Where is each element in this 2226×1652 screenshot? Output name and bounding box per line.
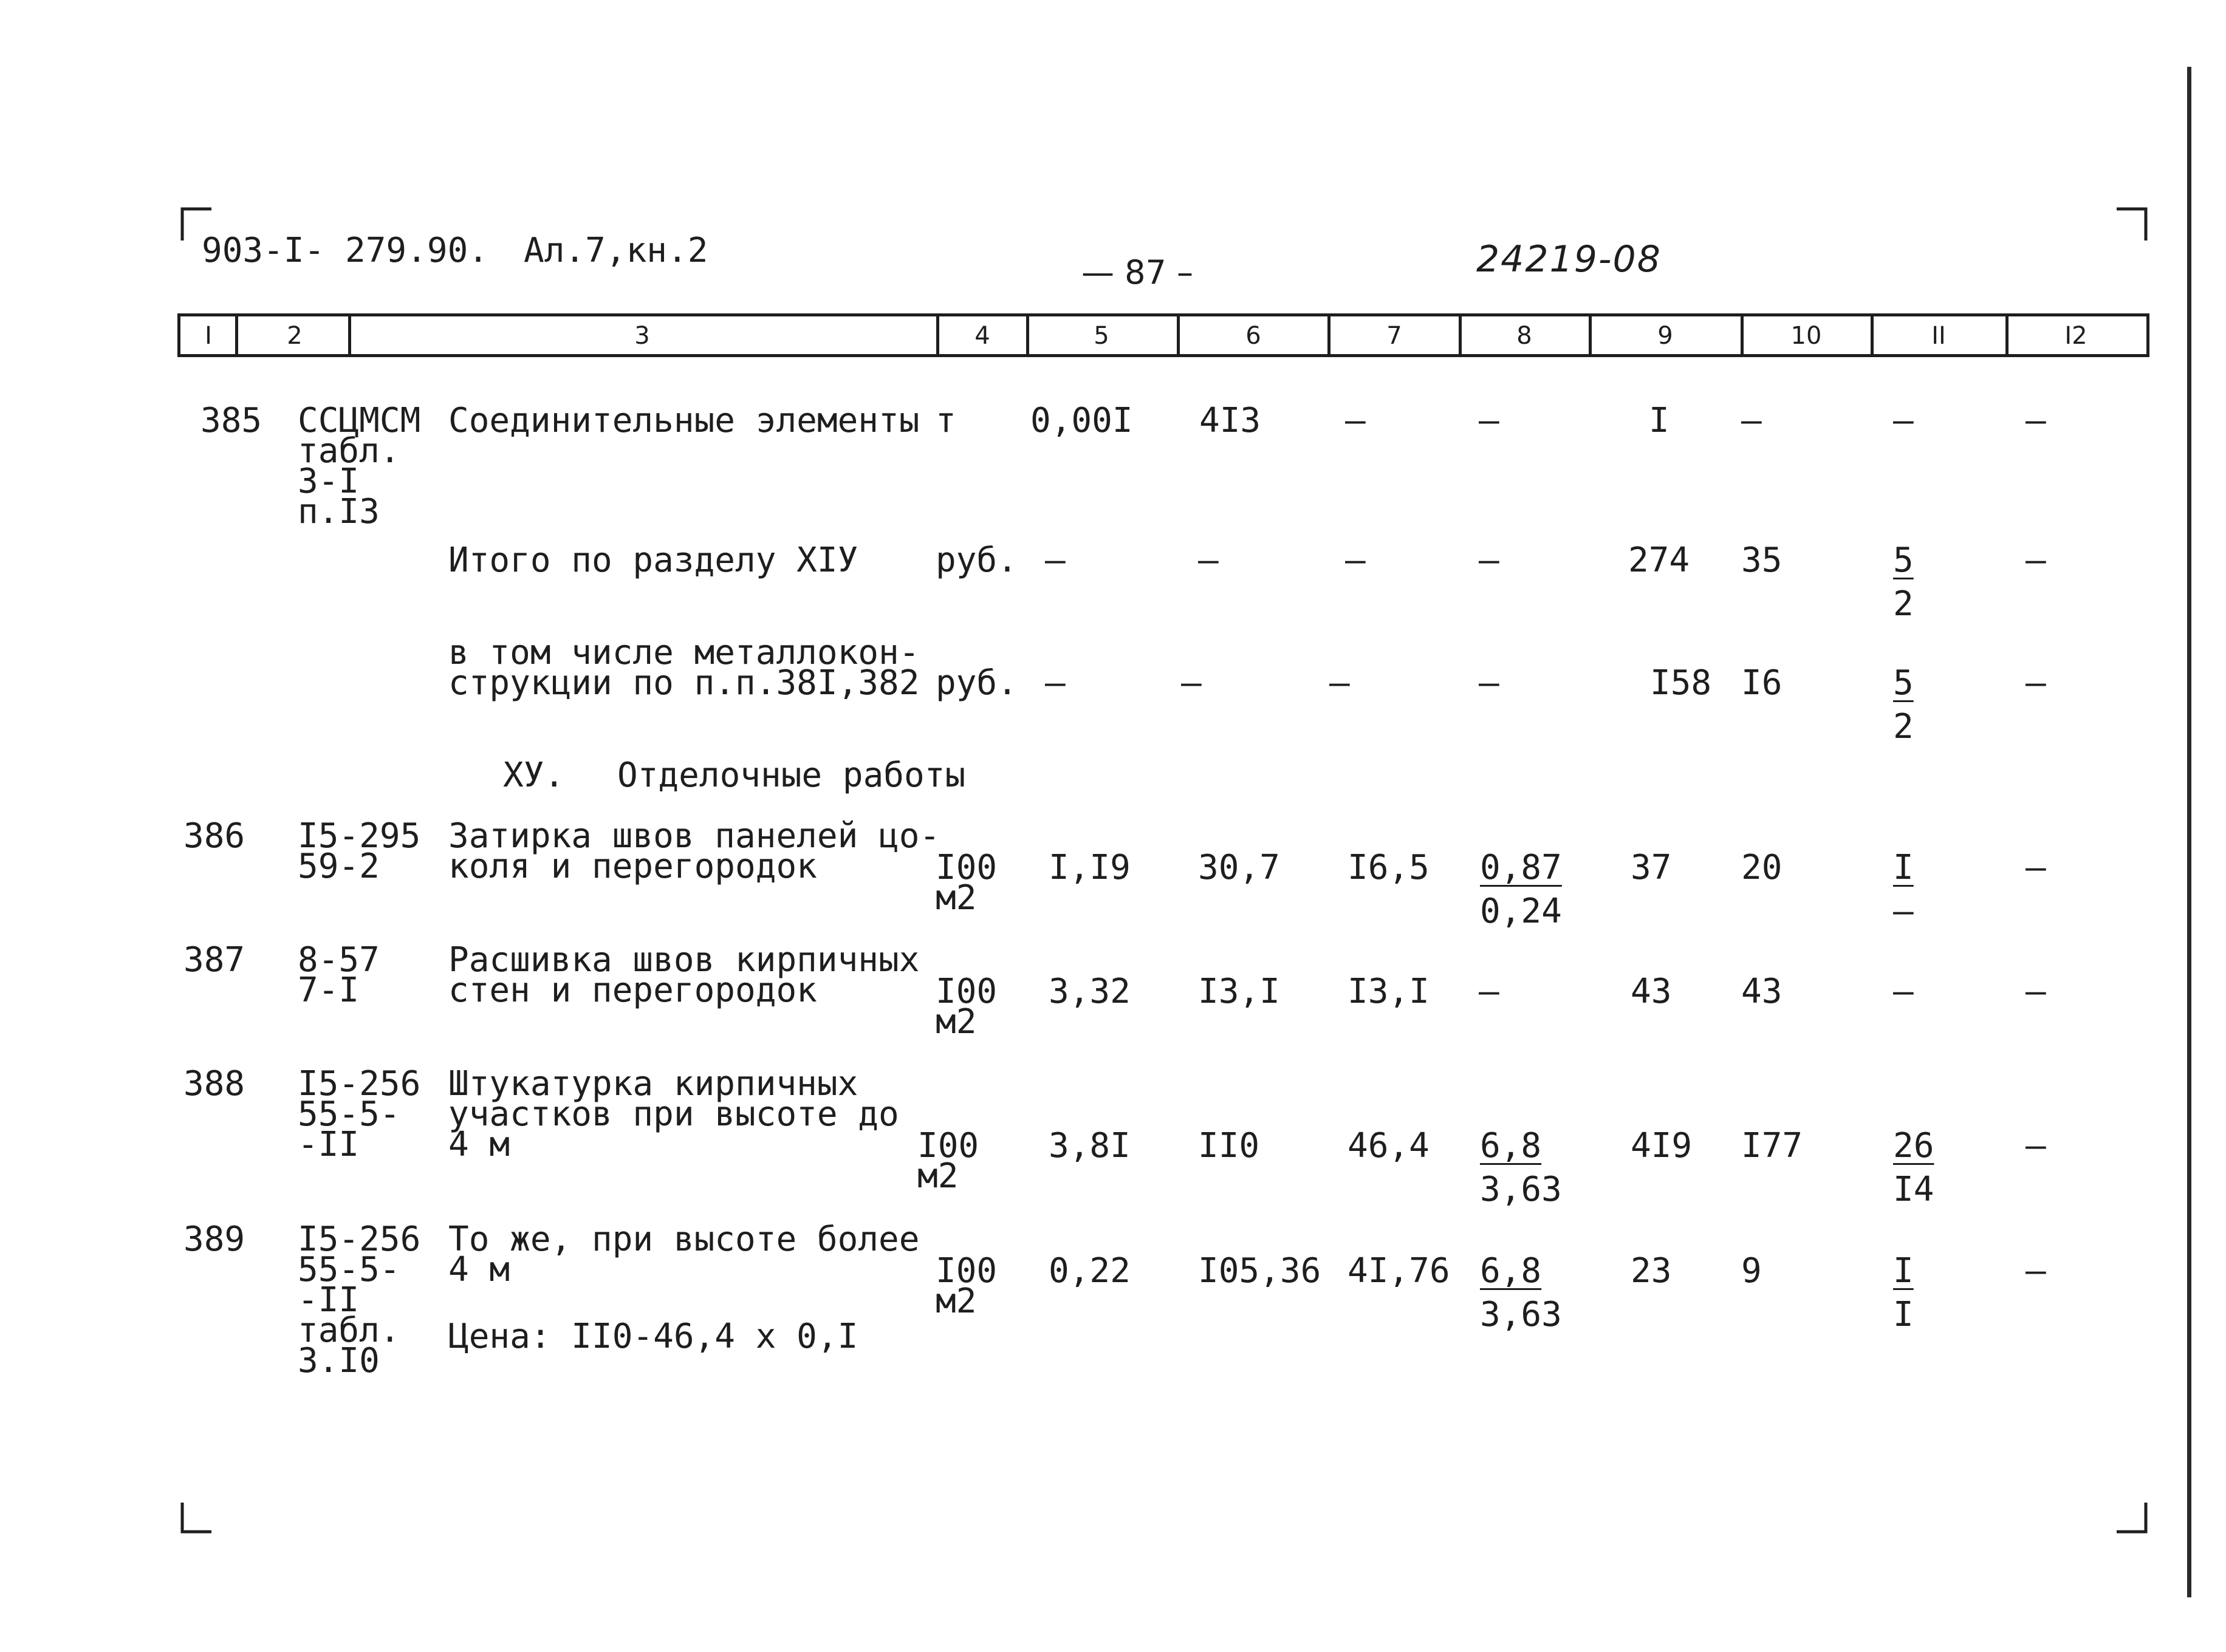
- col-divider: [1459, 313, 1462, 357]
- incl-metal-c12: –: [2026, 663, 2046, 703]
- row-386-unit: I00 м2: [936, 848, 998, 918]
- doc-code: 903-I- 279.90.: [202, 231, 489, 270]
- incl-metal-c8: –: [1479, 663, 1499, 703]
- total-xiv-c11-top: 5: [1893, 541, 1914, 580]
- row-387-name: Расшивка швов кирпичных стен и перегородок: [448, 940, 920, 1010]
- row-388-code: I5-256 55-5- -II: [298, 1064, 421, 1164]
- row-385-c9: I: [1649, 401, 1670, 440]
- col-divider: [1589, 313, 1592, 357]
- col-header-6: 6: [1245, 322, 1261, 350]
- row-387-c5: 3,32: [1049, 972, 1131, 1011]
- row-389-c12: –: [2026, 1251, 2046, 1291]
- row-387-unit: I00 м2: [936, 972, 998, 1042]
- col-header-12: I2: [2064, 322, 2087, 350]
- row-389-c10: 9: [1741, 1251, 1762, 1291]
- col-header-5: 5: [1094, 322, 1109, 350]
- row-386-c11-top: I: [1893, 848, 1914, 887]
- row-387-c7: I3,I: [1348, 972, 1430, 1011]
- column-header-row: [177, 313, 2149, 357]
- row-387-num: 387: [183, 940, 245, 980]
- row-385-unit: т: [936, 401, 956, 440]
- row-389-c9: 23: [1631, 1251, 1672, 1291]
- row-388-c8-top: 6,8: [1480, 1126, 1542, 1166]
- row-386-c6: 30,7: [1198, 848, 1280, 887]
- page-number-value: 87: [1125, 253, 1166, 292]
- row-388-c8-bottom: 3,63: [1480, 1170, 1562, 1209]
- col-divider: [1741, 313, 1744, 357]
- row-385-name: Соединительные элементы: [448, 401, 920, 440]
- col-header-3: 3: [634, 322, 650, 350]
- col-header-7: 7: [1386, 322, 1402, 350]
- row-388-c11: [1893, 1126, 1934, 1209]
- row-386-c8-top: 0,87: [1480, 848, 1562, 887]
- corner-mark-bottom-right: [2114, 1500, 2151, 1537]
- row-388-c11-top: 26: [1893, 1126, 1934, 1166]
- row-389-c6: I05,36: [1198, 1251, 1321, 1291]
- row-389-code: I5-256 55-5- -II табл. 3.I0: [298, 1220, 421, 1381]
- corner-mark-bottom-left: [180, 1500, 216, 1537]
- total-xiv-c11: [1893, 541, 1940, 624]
- row-386-c11-bottom: –: [1893, 892, 1914, 931]
- row-389-name: То же, при высоте более 4 м: [448, 1220, 920, 1289]
- row-388-c10: I77: [1741, 1126, 1803, 1166]
- row-385-code: ССЦМСМ табл. 3-I п.I3: [298, 401, 421, 531]
- col-header-8: 8: [1516, 322, 1532, 350]
- page-edge-line: [2187, 67, 2191, 1597]
- incl-metal-c6: –: [1181, 663, 1202, 703]
- row-388-c5: 3,8I: [1049, 1126, 1131, 1166]
- row-388-c6: II0: [1198, 1126, 1260, 1166]
- row-389-price-note: Цена: II0-46,4 x 0,I: [448, 1317, 858, 1356]
- row-386-c9: 37: [1631, 848, 1672, 887]
- row-386-c8-bottom: 0,24: [1480, 892, 1562, 931]
- total-xiv-name: Итого по разделу XIУ: [448, 541, 858, 580]
- total-xiv-c12: –: [2026, 541, 2046, 580]
- corner-mark-top-right: [2114, 206, 2151, 243]
- row-385-c10: –: [1741, 401, 1762, 440]
- album-ref: Ал.7,кн.2: [524, 231, 708, 270]
- row-385-num: 385: [200, 401, 262, 440]
- row-388-num: 388: [183, 1064, 245, 1104]
- row-385-c11: –: [1893, 401, 1914, 440]
- col-divider: [1026, 313, 1029, 357]
- col-divider: [936, 313, 939, 357]
- incl-metal-c10: I6: [1741, 663, 1783, 703]
- row-388-c11-bottom: I4: [1893, 1170, 1934, 1209]
- row-388-c8: [1480, 1126, 1562, 1209]
- total-xiv-c6: –: [1198, 541, 1219, 580]
- row-385-c7: –: [1345, 401, 1366, 440]
- incl-metal-c11: [1893, 663, 1930, 746]
- incl-metal-c5: –: [1045, 663, 1066, 703]
- row-389-c11-top: I: [1893, 1251, 1914, 1291]
- row-388-unit: I00 м2: [917, 1126, 979, 1196]
- row-389-unit: I00 м2: [936, 1251, 998, 1321]
- row-387-c10: 43: [1741, 972, 1783, 1011]
- row-388-name: Штукатурка кирпичных участков при высоте до 4 м: [448, 1064, 899, 1164]
- col-header-10: 10: [1790, 322, 1822, 350]
- row-387-c9: 43: [1631, 972, 1672, 1011]
- row-389-num: 389: [183, 1220, 245, 1259]
- row-386-name: Затирка швов панелей цо- коля и перегородок: [448, 816, 940, 886]
- row-389-c8: [1480, 1251, 1562, 1334]
- row-388-c9: 4I9: [1631, 1126, 1693, 1166]
- incl-metal-c11-top: 5: [1893, 663, 1914, 703]
- row-389-c11: [1893, 1251, 1932, 1334]
- row-386-c8: [1480, 848, 1562, 931]
- total-xiv-c5: –: [1045, 541, 1066, 580]
- row-385-c6: 4I3: [1199, 401, 1261, 440]
- incl-metal-name: в том числе металлокон- струкции по п.п.38I,382: [448, 633, 920, 703]
- col-divider: [1177, 313, 1180, 357]
- row-388-c12: –: [2026, 1126, 2046, 1166]
- row-389-c8-top: 6,8: [1480, 1251, 1542, 1291]
- row-386-c11: [1893, 848, 1944, 931]
- row-386-c10: 20: [1741, 848, 1783, 887]
- section-xv-num: ХУ.: [503, 756, 565, 795]
- row-387-c8: –: [1479, 972, 1499, 1011]
- total-xiv-unit: руб.: [936, 541, 1018, 580]
- incl-metal-c7: –: [1329, 663, 1350, 703]
- row-385-c8: –: [1479, 401, 1499, 440]
- page-dash-left: —: [1081, 253, 1125, 292]
- row-387-c11: –: [1893, 972, 1914, 1011]
- row-387-code: 8-57 7-I: [298, 940, 380, 1010]
- col-header-11: II: [1931, 322, 1946, 350]
- total-xiv-c11-bottom: 2: [1893, 584, 1914, 624]
- total-xiv-c10: 35: [1741, 541, 1783, 580]
- row-388-c7: 46,4: [1348, 1126, 1430, 1166]
- section-xv-title: Отделочные работы: [617, 756, 966, 795]
- row-389-c5: 0,22: [1049, 1251, 1131, 1291]
- row-389-c7: 4I,76: [1348, 1251, 1450, 1291]
- col-header-1: I: [205, 322, 212, 350]
- col-divider: [2005, 313, 2009, 357]
- row-386-num: 386: [183, 816, 245, 856]
- incl-metal-c11-bottom: 2: [1893, 707, 1914, 746]
- row-387-c12: –: [2026, 972, 2046, 1011]
- incl-metal-unit: руб.: [936, 663, 1018, 703]
- row-387-c6: I3,I: [1198, 972, 1280, 1011]
- page-number: [1081, 253, 1194, 292]
- total-xiv-c7: –: [1345, 541, 1366, 580]
- col-header-2: 2: [287, 322, 303, 350]
- total-xiv-c8: –: [1479, 541, 1499, 580]
- row-389-c8-bottom: 3,63: [1480, 1295, 1562, 1334]
- total-xiv-c9: 274: [1628, 541, 1690, 580]
- row-386-c5: I,I9: [1049, 848, 1131, 887]
- row-386-c12: –: [2026, 848, 2046, 887]
- stamp-number: 24219-08: [1476, 238, 1662, 281]
- col-divider: [235, 313, 238, 357]
- row-389-c11-bottom: I: [1893, 1295, 1914, 1334]
- row-385-c5: 0,00I: [1030, 401, 1133, 440]
- col-divider: [348, 313, 351, 357]
- col-divider: [1871, 313, 1874, 357]
- col-header-4: 4: [974, 322, 990, 350]
- row-386-code: I5-295 59-2: [298, 816, 421, 886]
- incl-metal-c9: I58: [1650, 663, 1712, 703]
- row-385-c12: –: [2026, 401, 2046, 440]
- row-386-c7: I6,5: [1348, 848, 1430, 887]
- page-dash-right: –: [1166, 253, 1194, 292]
- col-header-9: 9: [1657, 322, 1673, 350]
- col-divider: [1327, 313, 1330, 357]
